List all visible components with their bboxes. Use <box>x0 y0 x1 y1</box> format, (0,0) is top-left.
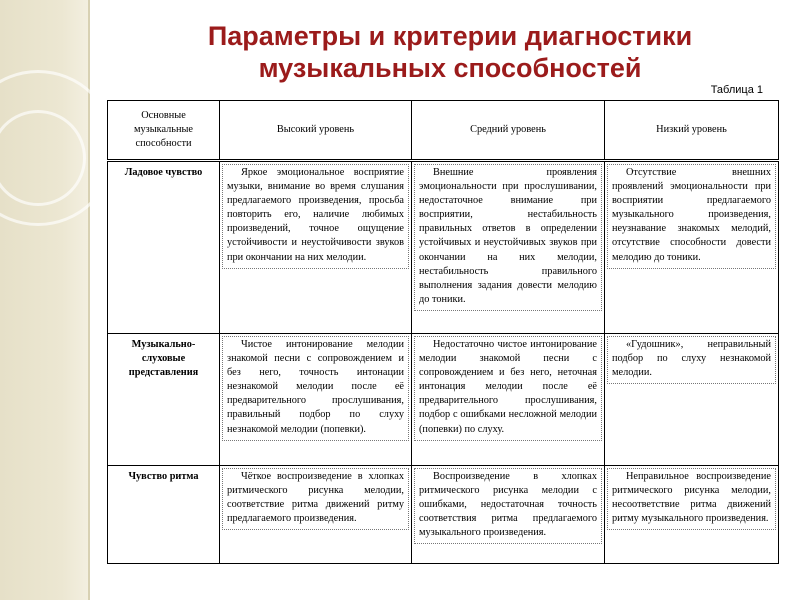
cell-high: Яркое эмоциональное восприятие музыки, внимание во время слушания предлагаемого произведения, просьба повторить его, наличие любимых произведений, точное ощущение устойчивости и неустойчивости звуков при окончании на них мелодии. <box>222 164 409 269</box>
row-ability: Музыкально-слуховые представления <box>108 334 220 466</box>
table-row <box>108 161 779 334</box>
cell-medium: Воспроизведение в хлопках ритмического рисунка мелодии с ошибками, недостаточная точность соответствия ритма предлагаемого музыкального произведения. <box>414 468 602 544</box>
cell-low: Неправильное воспроизведение ритмического рисунка мелодии, несоответствие ритма движений ритму музыкального произведения. <box>607 468 776 530</box>
slide-title-line-2: музыкальных способностей <box>258 53 642 83</box>
cell-medium: Внешние проявления эмоциональности при прослушивании, недостаточное внимание при восприятии, нестабильность правильных ответов в определении устойчивых и неустойчивых звуков при окончании на них мелодии, нестабильность правильного выполнения задания довести мелодию до тоники. <box>414 164 602 311</box>
header-high-level: Высокий уровень <box>220 101 412 161</box>
cell-low: «Гудошник», неправильный подбор по слуху незнакомой мелодии. <box>607 336 776 384</box>
table-row <box>108 334 779 466</box>
table-header-row <box>108 101 779 161</box>
header-abilities: Основные музыкальные способности <box>108 101 220 161</box>
cell-high: Чёткое воспроизведение в хлопках ритмического рисунка мелодии, соответствие ритма движений ритму предлагаемого произведения. <box>222 468 409 530</box>
slide-title <box>120 20 780 84</box>
row-ability: Ладовое чувство <box>108 161 220 334</box>
cell-low: Отсутствие внешних проявлений эмоциональности при восприятии предлагаемого музыкального произведения, неузнавание знакомых мелодий, отсутствие способности довести мелодию до тоники. <box>607 164 776 269</box>
criteria-table <box>107 100 779 564</box>
header-low-level: Низкий уровень <box>605 101 779 161</box>
slide-title-line-1: Параметры и критерии диагностики <box>207 21 693 51</box>
header-medium-level: Средний уровень <box>412 101 605 161</box>
row-ability: Чувство ритма <box>108 466 220 564</box>
cell-medium: Недостаточно чистое интонирование мелодии знакомой песни с сопровождением и без него, неточная интонация мелодии после её предварительного прослушивания, подбор с ошибками несложной мелодии (попевки) по слуху. <box>414 336 602 441</box>
table-row <box>108 466 779 564</box>
decorative-left-strip <box>0 0 90 600</box>
cell-high: Чистое интонирование мелодии знакомой песни с сопровождением и без него, точность интонации незнакомой мелодии после её предварительного прослушивания, правильный подбор по слуху незнакомой мелодии (попевки). <box>222 336 409 441</box>
table-caption: Таблица 1 <box>710 84 763 96</box>
